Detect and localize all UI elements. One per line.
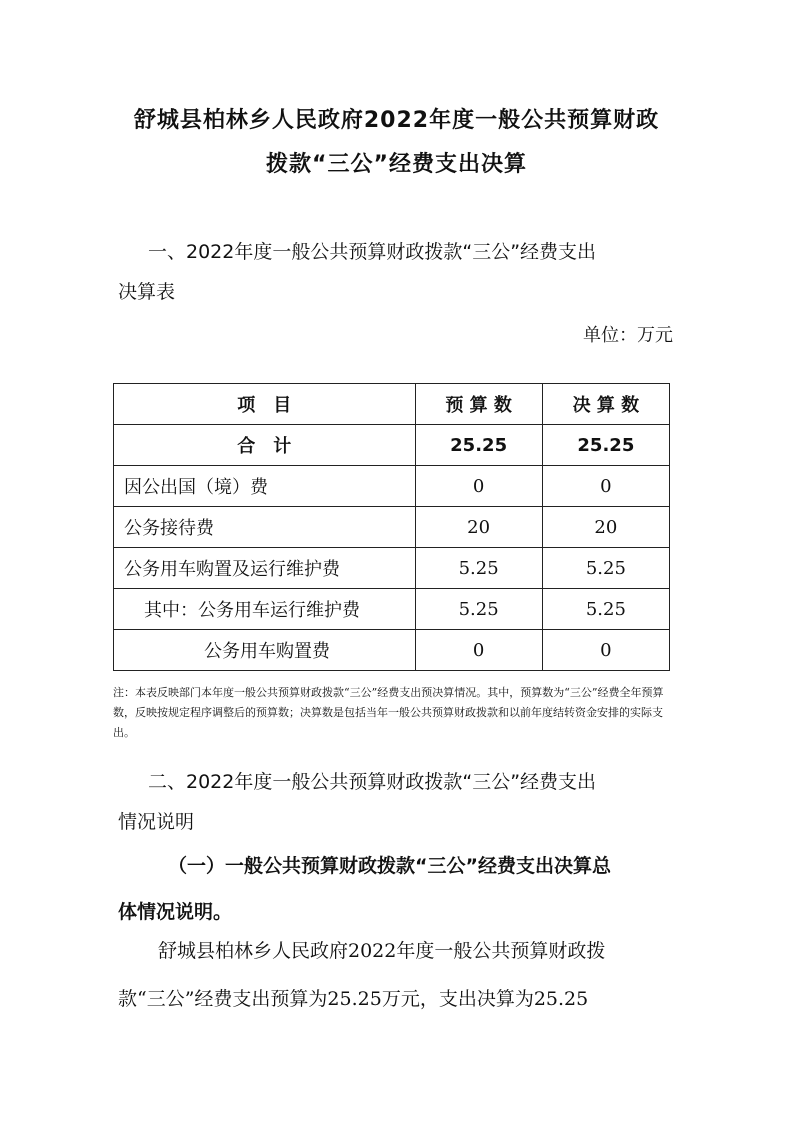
row-label: 公务用车购置费: [114, 630, 416, 671]
section1-heading-line1: 一、2022年度一般公共预算财政拨款“三公”经费支出: [148, 241, 597, 263]
row-final: 0: [542, 466, 669, 507]
unit-label: 单位：万元: [583, 325, 673, 346]
row-budget: 0: [415, 466, 542, 507]
table-row: [114, 630, 670, 671]
row-label: 公务接待费: [114, 507, 416, 548]
subsection1-heading: [118, 843, 678, 935]
section2-heading: [118, 762, 708, 842]
document-title-line2: 拨款“三公”经费支出决算: [266, 152, 527, 177]
table-header-row: [114, 384, 670, 425]
section2-heading-line2: 情况说明: [118, 811, 195, 833]
body-paragraph: [118, 927, 678, 1023]
header-budget: 预 算 数: [415, 384, 542, 425]
paragraph-line2: 款“三公”经费支出预算为25.25万元，支出决算为25.25: [118, 988, 589, 1010]
table-row: [114, 548, 670, 589]
row-budget: 5.25: [415, 589, 542, 630]
row-label: 合 计: [114, 425, 416, 466]
row-final: 5.25: [542, 548, 669, 589]
paragraph-line1: 舒城县柏林乡人民政府2022年度一般公共预算财政拨: [158, 940, 606, 962]
row-budget: 20: [415, 507, 542, 548]
table-row: [114, 507, 670, 548]
row-final: 5.25: [542, 589, 669, 630]
table-row: [114, 466, 670, 507]
row-budget: 5.25: [415, 548, 542, 589]
row-final: 25.25: [542, 425, 669, 466]
row-label: 其中：公务用车运行维护费: [114, 589, 416, 630]
three-public-expenses-table: [113, 383, 670, 671]
table-note: 注：本表反映部门本年度一般公共预算财政拨款“三公”经费支出预决算情况。其中，预算数为“三公”经费全年预算数，反映按规定程序调整后的预算数；决算数是包括当年一般公共预算财政拨款和以前年度结转资金安排的实际支出。: [113, 686, 664, 739]
section1-heading: [118, 232, 708, 312]
row-budget: 25.25: [415, 425, 542, 466]
header-item: 项 目: [114, 384, 416, 425]
row-final: 20: [542, 507, 669, 548]
section1-heading-line2: 决算表: [118, 281, 176, 303]
subsection1-heading-line2: 体情况说明。: [118, 901, 233, 923]
row-label: 公务用车购置及运行维护费: [114, 548, 416, 589]
document-title-line1: 舒城县柏林乡人民政府2022年度一般公共预算财政: [133, 108, 660, 133]
row-label: 因公出国（境）费: [114, 466, 416, 507]
row-final: 0: [542, 630, 669, 671]
header-final: 决 算 数: [542, 384, 669, 425]
table-row-total: [114, 425, 670, 466]
table-row: [114, 589, 670, 630]
subsection1-heading-line1: （一）一般公共预算财政拨款“三公”经费支出决算总: [168, 855, 611, 877]
row-budget: 0: [415, 630, 542, 671]
section2-heading-line1: 二、2022年度一般公共预算财政拨款“三公”经费支出: [148, 771, 597, 793]
